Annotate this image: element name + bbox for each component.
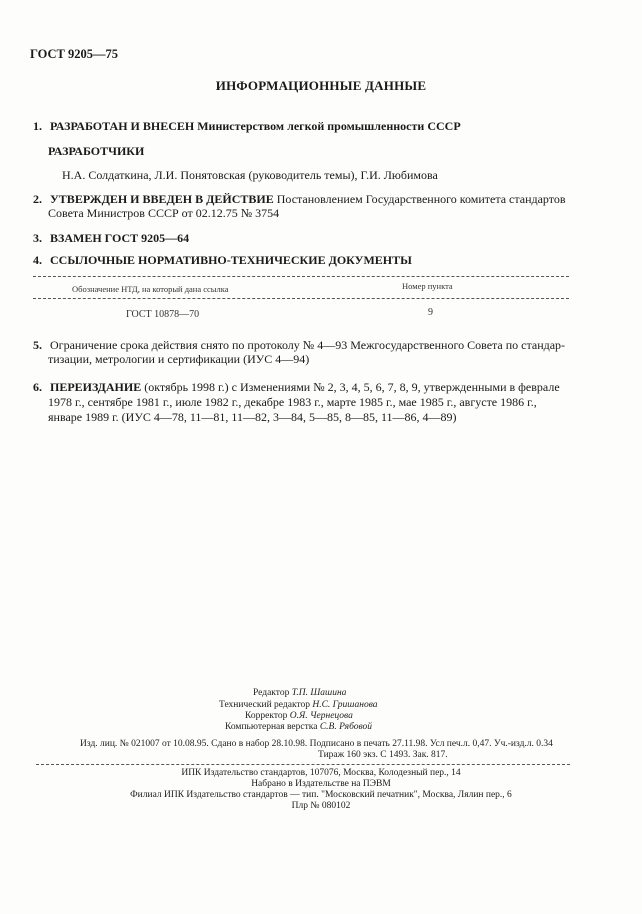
table-header-rule bbox=[33, 298, 569, 299]
imprint-line-1: Изд. лиц. № 021007 от 10.08.95. Сдано в набор 28.10.98. Подписано в печать 27.11.98. Усл печ.л. 0,47. Уч.-изд.л. 0.34 bbox=[80, 739, 553, 749]
item-5 bbox=[33, 338, 565, 353]
item-4 bbox=[33, 253, 412, 268]
imprint-corrector-name: О.Я. Чернецова bbox=[289, 711, 353, 721]
item-4-number: 4. bbox=[33, 253, 42, 267]
item-2 bbox=[33, 192, 566, 207]
item-1-number: 1. bbox=[33, 119, 42, 133]
imprint-editor-label: Редактор bbox=[253, 688, 290, 698]
item-2-number: 2. bbox=[33, 192, 42, 206]
document-code: ГОСТ 9205—75 bbox=[30, 47, 119, 61]
item-3 bbox=[33, 231, 189, 246]
table-top-rule bbox=[33, 276, 569, 277]
item-1-lead: РАЗРАБОТАН И ВНЕСЕН bbox=[50, 119, 195, 133]
item-5-number: 5. bbox=[33, 338, 42, 352]
publisher-line-4: Плр № 080102 bbox=[291, 801, 351, 811]
imprint-tech-name: Н.С. Гришанова bbox=[312, 700, 378, 710]
item-6-line1: (октябрь 1998 г.) с Изменениями № 2, 3, 4, 5, 6, 7, 8, 9, утвержденными в феврале bbox=[144, 380, 560, 394]
table-cell-ntd: ГОСТ 10878—70 bbox=[126, 309, 200, 320]
imprint-layout-name: С.В. Рябовой bbox=[319, 722, 372, 732]
imprint-layout bbox=[225, 722, 372, 732]
item-5-line2: тизации, метрологии и сертификации (ИУС 4—94) bbox=[48, 352, 310, 366]
item-1-text: Министерством легкой промышленности СССР bbox=[197, 119, 461, 133]
table-header-ntd: Обозначение НТД, на который дана ссылка bbox=[72, 284, 229, 294]
imprint-divider bbox=[36, 764, 570, 765]
publisher-line-2: Набрано в Издательстве на ПЭВМ bbox=[251, 779, 391, 789]
imprint-corrector-label: Корректор bbox=[245, 711, 288, 721]
imprint-layout-label: Компьютерная верстка bbox=[225, 722, 318, 732]
item-2-text: Постановлением Государственного комитета стандартов bbox=[276, 192, 566, 206]
item-5-line1: Ограничение срока действия снято по протоколу № 4—93 Межгосударственного Совета по стандар- bbox=[50, 338, 566, 352]
item-4-text: ССЫЛОЧНЫЕ НОРМАТИВНО-ТЕХНИЧЕСКИЕ ДОКУМЕНТЫ bbox=[50, 253, 412, 267]
imprint-editor bbox=[253, 688, 346, 698]
developers-heading: РАЗРАБОТЧИКИ bbox=[48, 144, 145, 158]
item-2-lead: УТВЕРЖДЕН И ВВЕДЕН В ДЕЙСТВИЕ bbox=[50, 192, 274, 206]
imprint-tech-editor bbox=[219, 700, 378, 710]
item-6 bbox=[33, 380, 560, 395]
page-title: ИНФОРМАЦИОННЫЕ ДАННЫЕ bbox=[215, 78, 427, 93]
publisher-line-1: ИПК Издательство стандартов, 107076, Москва, Колодезный пер., 14 bbox=[181, 768, 461, 778]
imprint-line-2: Тираж 160 экз. С 1493. Зак. 817. bbox=[318, 750, 448, 760]
imprint-editor-name: Т.П. Шашина bbox=[291, 688, 347, 698]
item-6-lead: ПЕРЕИЗДАНИЕ bbox=[50, 380, 142, 394]
imprint-tech-label: Технический редактор bbox=[219, 700, 310, 710]
table-cell-clause: 9 bbox=[428, 307, 433, 318]
item-6-line3: январе 1989 г. (ИУС 4—78, 11—81, 11—82, 3—84, 5—85, 8—85, 11—86, 4—89) bbox=[48, 410, 457, 424]
item-3-text: ВЗАМЕН ГОСТ 9205—64 bbox=[50, 231, 190, 245]
item-3-number: 3. bbox=[33, 231, 42, 245]
imprint-corrector bbox=[245, 711, 353, 721]
item-6-number: 6. bbox=[33, 380, 42, 394]
item-1 bbox=[33, 119, 461, 134]
item-2-line2: Совета Министров СССР от 02.12.75 № 3754 bbox=[48, 206, 280, 220]
publisher-line-3: Филиал ИПК Издательство стандартов — тип. "Московский печатник", Москва, Лялин пер., 6 bbox=[130, 790, 512, 800]
developers-names: Н.А. Солдаткина, Л.И. Понятовская (руководитель темы), Г.И. Любимова bbox=[62, 168, 438, 182]
table-header-clause: Номер пункта bbox=[402, 281, 453, 291]
item-6-line2: 1978 г., сентябре 1981 г., июле 1982 г., декабре 1983 г., марте 1985 г., мае 1985 г., августе 1986 г., bbox=[48, 395, 537, 409]
